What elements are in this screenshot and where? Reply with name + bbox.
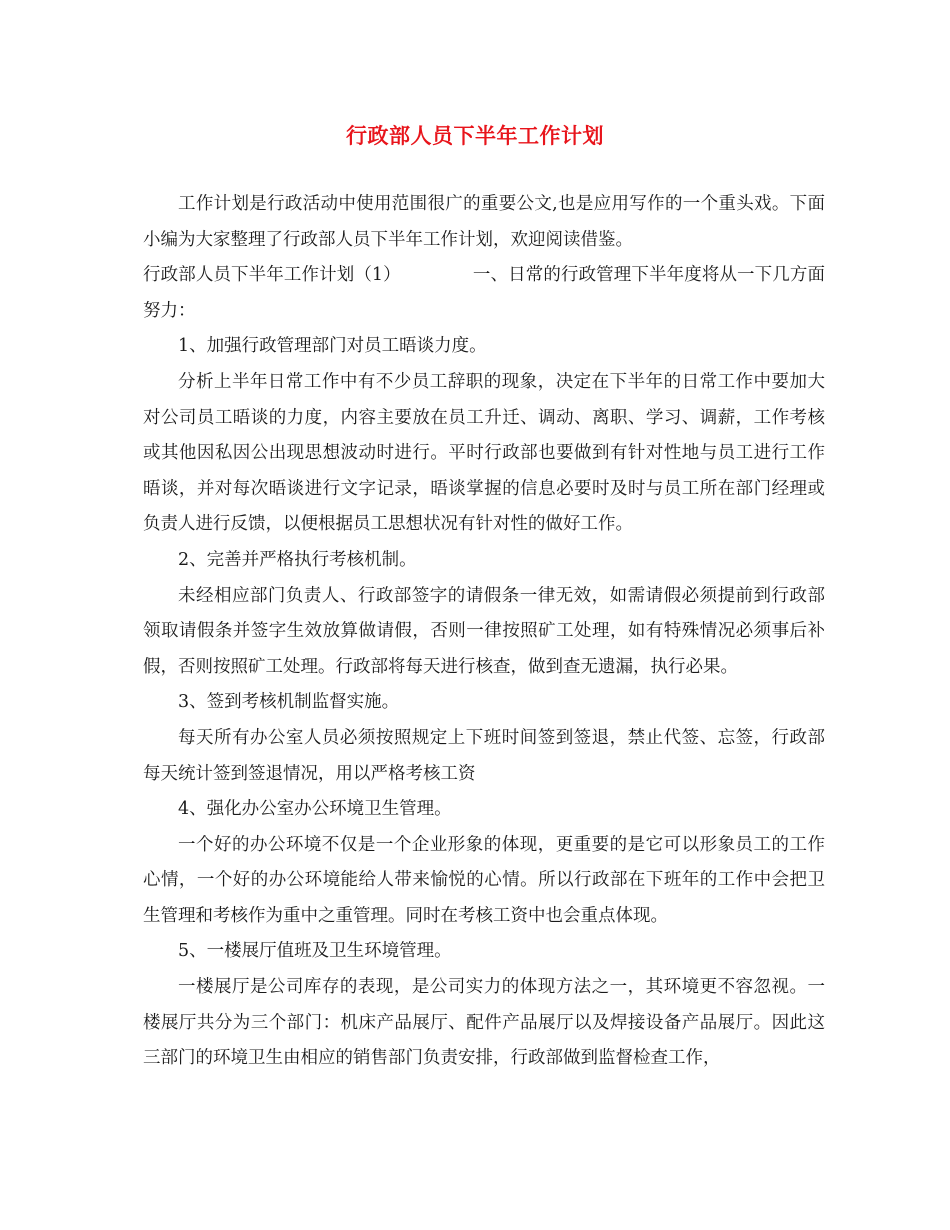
item-heading: 2、完善并严格执行考核机制。 (178, 549, 417, 570)
document-title: 行政部人员下半年工作计划 (346, 123, 604, 148)
item-heading: 4、强化办公室办公环境卫生管理。 (178, 799, 452, 820)
section-paragraph (143, 258, 825, 329)
section-label: 行政部人员下半年工作计划（1） (143, 265, 401, 286)
item-paragraph: 每天所有办公室人员必须按照规定上下班时间签到签退，禁止代签、忘签，行政部每天统计签到签退情况，用以严格考核工资 (143, 727, 825, 784)
document-body (143, 187, 825, 1077)
item-paragraph: 一楼展厅是公司库存的表现，是公司实力的体现方法之一，其环境更不容忽视。一楼展厅共分为三个部门：机床产品展厅、配件产品展厅以及焊接设备产品展厅。因此这三部门的环境卫生由相应的销售部门负责安排，行政部做到监督检查工作， (143, 977, 825, 1069)
item-paragraph: 分析上半年日常工作中有不少员工辞职的现象，决定在下半年的日常工作中要加大对公司员工晤谈的力度，内容主要放在员工升迁、调动、离职、学习、调薪，工作考核或其他因私因公出现思想波动时进行。平时行政部也要做到有针对性地与员工进行工作晤谈，并对每次晤谈进行文字记录，晤谈掌握的信息必要时及时与员工所在部门经理或负责人进行反馈，以便根据员工思想状况有针对性的做好工作。 (143, 371, 825, 535)
section-intro: 一、日常的行政管理下半年度将从一下几方面努力： (143, 265, 826, 321)
intro-paragraph: 工作计划是行政活动中使用范围很广的重要公文,也是应用写作的一个重头戏。下面小编为大家整理了行政部人员下半年工作计划，欢迎阅读借鉴。 (143, 194, 825, 250)
item-paragraph: 未经相应部门负责人、行政部签字的请假条一律无效，如需请假必须提前到行政部领取请假条并签字生效放算做请假，否则一律按照矿工处理，如有特殊情况必须事后补假，否则按照矿工处理。行政部将每天进行核查，做到查无遗漏，执行必果。 (143, 585, 825, 677)
item-paragraph: 一个好的办公环境不仅是一个企业形象的体现，更重要的是它可以形象员工的工作心情，一个好的办公环境能给人带来愉悦的心情。所以行政部在下班年的工作中会把卫生管理和考核作为重中之重管理。同时在考核工资中也会重点体现。 (143, 834, 825, 926)
item-heading: 5、一楼展厅值班及卫生环境管理。 (178, 941, 452, 962)
item-heading: 3、签到考核机制监督实施。 (178, 692, 400, 713)
item-heading: 1、加强行政管理部门对员工晤谈力度。 (178, 336, 487, 357)
